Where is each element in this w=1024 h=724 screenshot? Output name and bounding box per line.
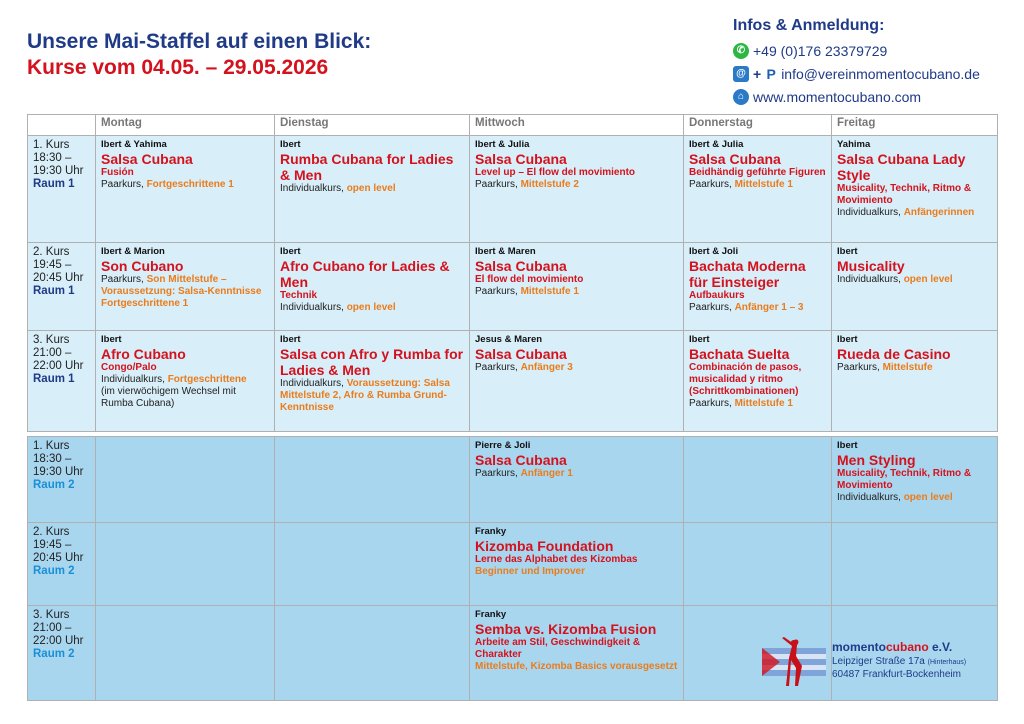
course-type-level <box>837 274 992 286</box>
course-type: Individualkurs, <box>280 183 344 194</box>
room-label: Raum 2 <box>33 648 75 660</box>
course-name: Son Cubano <box>101 258 184 274</box>
course-level: Mittelstufe <box>882 362 933 373</box>
course-cell[interactable] <box>832 437 998 523</box>
course-cell[interactable] <box>684 331 832 432</box>
course-level: Voraussetzung: Salsa Mittelstufe 2, Afro & Rumba Grund-Kenntnisse <box>280 378 450 413</box>
course-name: Rueda de Casino <box>837 346 951 362</box>
course-type-level <box>280 183 464 195</box>
course-level: Mittelstufe 2 <box>520 179 579 190</box>
slot-end: 22:00 Uhr <box>33 635 84 647</box>
course-cell[interactable] <box>275 136 470 243</box>
course-name: Afro Cubano <box>101 346 186 362</box>
slot-end: 22:00 Uhr <box>33 360 84 372</box>
empty-cell <box>96 523 275 606</box>
course-cell[interactable] <box>684 136 832 243</box>
course-name: Salsa Cubana <box>101 151 193 167</box>
course-note: (im vierwöchigem Wechsel mit Rumba Cubana) <box>101 386 236 409</box>
trainer-names: Ibert <box>837 246 858 257</box>
course-name: Salsa Cubana <box>475 452 567 468</box>
slot-end: 20:45 Uhr <box>33 272 84 284</box>
course-type: Paarkurs, <box>101 274 144 285</box>
trainer-names: Ibert <box>837 334 858 345</box>
slot-label: 3. Kurs <box>33 609 70 621</box>
email-row <box>733 62 1018 85</box>
course-name: Semba vs. Kizomba Fusion <box>475 621 657 637</box>
course-type: Individualkurs, <box>837 207 901 218</box>
contact-info <box>733 17 1018 108</box>
time-slot-cell <box>28 523 96 606</box>
day-header: Montag <box>96 115 275 136</box>
phone-row <box>733 39 1018 62</box>
course-type-level <box>101 374 269 386</box>
time-slot-row <box>28 523 998 606</box>
trainer-names: Ibert <box>101 334 122 345</box>
page-subtitle: Kurse vom 04.05. – 29.05.2026 <box>27 56 329 79</box>
course-type: Paarkurs, <box>689 302 732 313</box>
course-name: Salsa Cubana <box>475 151 567 167</box>
course-subtitle: Musicality, Technik, Ritmo & Movimiento <box>837 183 972 206</box>
time-slot-cell <box>28 437 96 523</box>
course-type-level <box>689 179 826 191</box>
course-type: Individualkurs, <box>280 378 344 389</box>
course-cell[interactable] <box>275 331 470 432</box>
day-header: Donnerstag <box>684 115 832 136</box>
page-title: Unsere Mai-Staffel auf einen Blick: <box>27 30 372 53</box>
whatsapp-icon: ✆ <box>733 43 749 59</box>
slot-start: 19:45 – <box>33 539 72 551</box>
empty-cell <box>275 523 470 606</box>
course-level: Mittelstufe 1 <box>734 398 793 409</box>
course-level: open level <box>346 183 396 194</box>
slot-label: 3. Kurs <box>33 334 70 346</box>
slot-label: 1. Kurs <box>33 440 70 452</box>
slot-end: 19:30 Uhr <box>33 165 84 177</box>
course-level: Mittelstufe 1 <box>520 286 579 297</box>
trainer-names: Franky <box>475 609 507 620</box>
course-cell[interactable] <box>96 331 275 432</box>
course-level: Anfängerinnen <box>903 207 975 218</box>
slot-start: 21:00 – <box>33 622 72 634</box>
time-slot-cell <box>28 243 96 331</box>
course-type-level <box>475 362 678 374</box>
course-cell[interactable] <box>470 136 684 243</box>
course-level: Anfänger 1 <box>520 468 573 479</box>
course-type-level <box>101 274 269 310</box>
course-type-level <box>475 566 678 578</box>
course-cell[interactable] <box>470 606 684 701</box>
slot-label: 2. Kurs <box>33 526 70 538</box>
course-type-level <box>101 179 269 191</box>
course-type-level <box>837 362 992 374</box>
email-link[interactable]: info@vereinmomentocubano.de <box>781 65 980 82</box>
trainer-names: Ibert <box>280 139 301 150</box>
room-label: Raum 1 <box>33 373 75 385</box>
course-name: Musicality <box>837 258 905 274</box>
trainer-names: Ibert <box>280 334 301 345</box>
phone-number[interactable]: +49 (0)176 23379729 <box>753 42 888 59</box>
empty-cell <box>96 606 275 701</box>
course-level: open level <box>903 492 953 503</box>
course-type-level <box>280 378 464 414</box>
course-cell[interactable] <box>470 523 684 606</box>
course-subtitle: Level up – El flow del movimiento <box>475 167 636 178</box>
course-level: Fortgeschrittene <box>167 374 247 385</box>
room-label: Raum 2 <box>33 479 75 491</box>
course-cell[interactable] <box>96 136 275 243</box>
club-name: momentocubano e.V. <box>832 640 953 654</box>
course-subtitle: Combinación de pasos, musicalidad y ritmo (Schrittkombinationen) <box>689 362 802 397</box>
course-type-level <box>689 398 826 410</box>
course-name: Afro Cubano for Ladies & Men <box>280 258 450 290</box>
course-name: Salsa Cubana <box>475 258 567 274</box>
course-level: Mittelstufe, Kizomba Basics vorausgesetzt <box>475 661 678 672</box>
trainer-names: Ibert & Maren <box>475 246 536 257</box>
slot-start: 18:30 – <box>33 453 72 465</box>
contact-title: Infos & Anmeldung: <box>733 17 885 34</box>
day-header-row <box>28 115 998 136</box>
course-type-level <box>689 302 826 314</box>
empty-cell <box>275 437 470 523</box>
time-slot-cell <box>28 136 96 243</box>
course-type-level <box>475 661 678 673</box>
course-name: Men Styling <box>837 452 916 468</box>
trainer-names: Ibert & Julia <box>475 139 530 150</box>
course-level: Fortgeschrittene 1 <box>146 179 234 190</box>
slot-start: 21:00 – <box>33 347 72 359</box>
course-subtitle: Fusión <box>101 167 134 178</box>
club-address: Leipziger Straße 17a (Hinterhaus) 60487 Frankfurt-Bockenheim <box>832 656 967 680</box>
course-name: Salsa Cubana Lady Style <box>837 151 966 183</box>
course-type: Paarkurs, <box>689 398 732 409</box>
day-header: Freitag <box>832 115 998 136</box>
slot-end: 19:30 Uhr <box>33 466 84 478</box>
course-type: Paarkurs, <box>475 468 518 479</box>
time-slot-row <box>28 437 998 523</box>
slot-label: 2. Kurs <box>33 246 70 258</box>
course-cell[interactable] <box>96 243 275 331</box>
course-name: Salsa con Afro y Rumba for Ladies & Men <box>280 346 464 378</box>
room-label: Raum 1 <box>33 285 75 297</box>
time-slot-cell <box>28 606 96 701</box>
room-label: Raum 1 <box>33 178 75 190</box>
course-subtitle: Aufbaukurs <box>689 290 745 301</box>
paypal-icon: P <box>766 65 776 82</box>
home-icon: ⌂ <box>733 89 749 105</box>
course-subtitle: Beidhändig geführte Figuren <box>689 167 826 178</box>
course-type: Individualkurs, <box>101 374 165 385</box>
course-cell[interactable] <box>470 331 684 432</box>
course-level: Mittelstufe 1 <box>734 179 793 190</box>
course-subtitle: Congo/Palo <box>101 362 157 373</box>
course-subtitle: Arbeite am Stil, Geschwindigkeit & Charakter <box>475 637 641 660</box>
slot-end: 20:45 Uhr <box>33 552 84 564</box>
course-cell[interactable] <box>470 437 684 523</box>
slot-label: 1. Kurs <box>33 139 70 151</box>
course-type: Individualkurs, <box>280 302 344 313</box>
course-type: Individualkurs, <box>837 492 901 503</box>
trainer-names: Pierre & Joli <box>475 440 531 451</box>
course-subtitle: Technik <box>280 290 318 301</box>
course-name: Rumba Cubana for Ladies & Men <box>280 151 454 183</box>
trainer-names: Ibert <box>689 334 710 345</box>
course-level: Anfänger 3 <box>520 362 573 373</box>
trainer-names: Ibert & Marion <box>101 246 165 257</box>
course-cell[interactable] <box>832 136 998 243</box>
trainer-names: Ibert & Joli <box>689 246 739 257</box>
course-type-level <box>837 492 992 504</box>
course-type: Paarkurs, <box>837 362 880 373</box>
schedule-room1 <box>27 114 998 432</box>
course-name: Bachata Suelta <box>689 346 790 362</box>
course-type: Individualkurs, <box>837 274 901 285</box>
course-level: open level <box>346 302 396 313</box>
course-type-level <box>280 302 464 314</box>
slot-start: 18:30 – <box>33 152 72 164</box>
empty-cell <box>275 606 470 701</box>
time-slot-row <box>28 136 998 243</box>
trainer-names: Ibert <box>280 246 301 257</box>
time-slot-row <box>28 243 998 331</box>
web-row <box>733 85 1018 108</box>
empty-cell <box>684 523 832 606</box>
trainer-names: Ibert & Yahima <box>101 139 167 150</box>
empty-cell <box>96 437 275 523</box>
course-name: Bachata Moderna für Einsteiger <box>689 258 806 290</box>
day-header: Mittwoch <box>470 115 684 136</box>
course-level: Anfänger 1 – 3 <box>734 302 804 313</box>
plus-sign: + <box>753 65 762 82</box>
dancer-flag-logo <box>760 636 830 688</box>
web-link[interactable]: www.momentocubano.com <box>753 88 922 105</box>
room-label: Raum 2 <box>33 565 75 577</box>
course-name: Salsa Cubana <box>475 346 567 362</box>
empty-cell <box>832 523 998 606</box>
trainer-names: Ibert & Julia <box>689 139 744 150</box>
course-subtitle: Lerne das Alphabet des Kizombas <box>475 554 638 565</box>
at-icon: @ <box>733 66 749 82</box>
course-type: Paarkurs, <box>475 286 518 297</box>
course-level: Beginner und Improver <box>475 566 586 577</box>
course-level: Son Mittelstufe – Voraussetzung: Salsa-Kenntnisse Fortgeschrittene 1 <box>101 274 262 309</box>
course-type-level <box>837 207 992 219</box>
course-name: Salsa Cubana <box>689 151 781 167</box>
empty-cell <box>684 437 832 523</box>
time-slot-cell <box>28 331 96 432</box>
course-name: Kizomba Foundation <box>475 538 614 554</box>
header-empty <box>28 115 96 136</box>
course-type: Paarkurs, <box>475 362 518 373</box>
course-type-level <box>475 179 678 191</box>
trainer-names: Franky <box>475 526 507 537</box>
course-subtitle: Musicality, Technik, Ritmo & Movimiento <box>837 468 972 491</box>
club-logo <box>760 636 1000 688</box>
course-cell[interactable] <box>275 243 470 331</box>
course-cell[interactable] <box>832 331 998 432</box>
course-cell[interactable] <box>832 243 998 331</box>
day-header: Dienstag <box>275 115 470 136</box>
course-type: Paarkurs, <box>689 179 732 190</box>
trainer-names: Jesus & Maren <box>475 334 543 345</box>
course-subtitle: El flow del movimiento <box>475 274 584 285</box>
course-type: Paarkurs, <box>475 179 518 190</box>
trainer-names: Yahima <box>837 139 871 150</box>
course-cell[interactable] <box>684 243 832 331</box>
time-slot-row <box>28 331 998 432</box>
course-type-level <box>475 286 678 298</box>
trainer-names: Ibert <box>837 440 858 451</box>
course-cell[interactable] <box>470 243 684 331</box>
course-type: Paarkurs, <box>101 179 144 190</box>
slot-start: 19:45 – <box>33 259 72 271</box>
course-type-level <box>475 468 678 480</box>
course-level: open level <box>903 274 953 285</box>
